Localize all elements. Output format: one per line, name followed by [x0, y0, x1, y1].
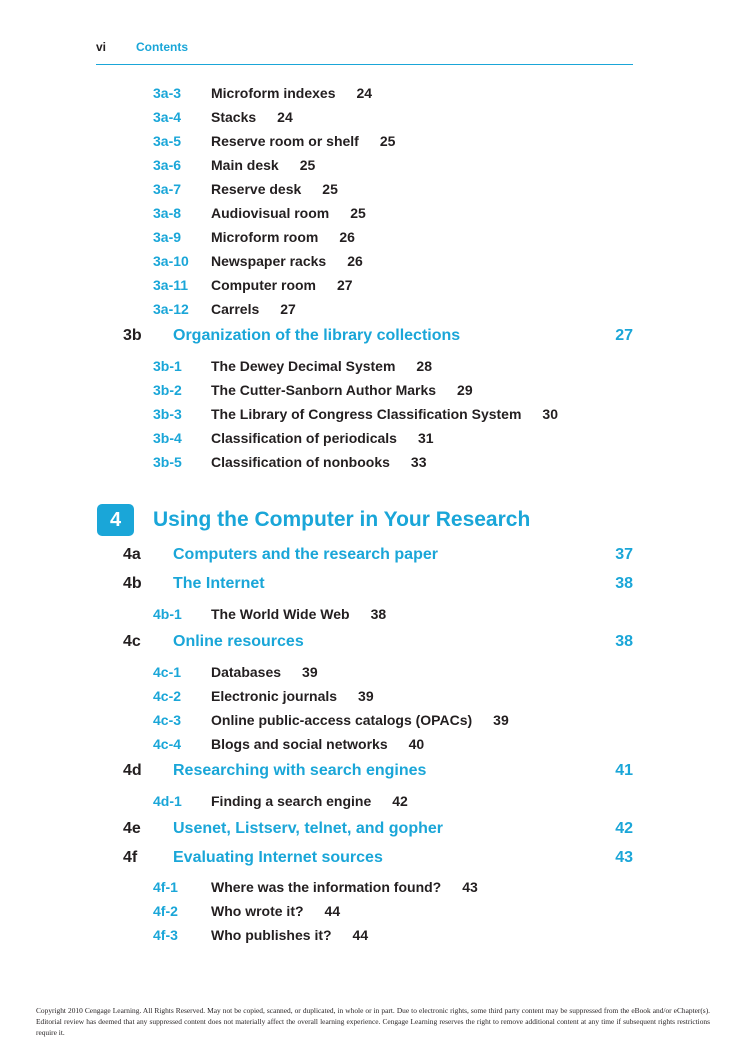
subitem-page: 26 — [347, 253, 363, 269]
subitem-page: 31 — [417, 430, 434, 446]
subitem-page: 29 — [457, 382, 473, 398]
subitem-number: 3a-3 — [153, 85, 182, 101]
subitem-number: 3a-12 — [153, 301, 189, 317]
subitem-number: 4f-2 — [153, 903, 178, 919]
subitem-page: 26 — [339, 229, 355, 245]
subitem-page: 30 — [542, 406, 558, 422]
subitem-number: 4c-1 — [153, 664, 182, 680]
section-page: 41 — [615, 762, 633, 779]
section-label: Computers and the research paper — [173, 546, 438, 563]
subitem-label: The Cutter-Sanborn Author Marks — [211, 382, 437, 398]
subitem-number: 3b-1 — [153, 358, 182, 374]
subitem-label: Audiovisual room — [211, 205, 330, 221]
subitem-label: Stacks — [211, 109, 257, 125]
subitem-page: 27 — [280, 301, 296, 317]
subitem-label: Where was the information found? — [211, 879, 442, 895]
subitem-label: Classification of nonbooks — [211, 454, 390, 470]
section-label: Organization of the library collections — [173, 327, 461, 344]
subitem-label: Microform indexes — [211, 85, 336, 101]
subitem-number: 3a-8 — [153, 205, 182, 221]
subitem-label: Finding a search engine — [211, 793, 372, 809]
section-page: 42 — [615, 820, 633, 837]
section-number: 4e — [123, 820, 141, 837]
subitem-label: The Dewey Decimal System — [211, 358, 396, 374]
subitem-page: 25 — [379, 133, 396, 149]
subitem-number: 4d-1 — [153, 793, 182, 809]
subitem-label: Classification of periodicals — [211, 430, 397, 446]
page-number: vi — [96, 40, 107, 54]
chapter-title: Using the Computer in Your Research — [153, 508, 531, 531]
subitem-label: Newspaper racks — [211, 253, 327, 269]
subitem-page: 24 — [356, 85, 373, 101]
subitem-label: Who publishes it? — [211, 927, 332, 943]
subitem-page: 27 — [337, 277, 353, 293]
subitem-page: 33 — [410, 454, 427, 470]
subitem-label: Main desk — [211, 157, 279, 173]
subitem-number: 3b-5 — [153, 454, 182, 470]
subitem-number: 4f-1 — [153, 879, 178, 895]
section-number: 3b — [123, 327, 142, 344]
subitem-number: 4c-3 — [153, 712, 182, 728]
copyright-notice: Copyright 2010 Cengage Learning. All Rights Reserved. May not be copied, scanned, or duplicated, in whole or in part. Due to electronic rights, some third party content may be suppressed from the eBook and/or eChapter(s). Editorial review has deemed that any suppressed content does not materially affect the overall learning experience. Cengage Learning reserves the right to remove additional content at any time if subsequent rights restrictions require it. — [36, 1006, 710, 1037]
subitem-label: Reserve room or shelf — [211, 133, 359, 149]
section-label: Researching with search engines — [173, 762, 427, 779]
subitem-page: 39 — [493, 712, 509, 728]
subitem-number: 3a-6 — [153, 157, 182, 173]
section-page: 37 — [615, 546, 633, 563]
section-label: Usenet, Listserv, telnet, and gopher — [173, 820, 443, 837]
section-number: 4d — [123, 762, 142, 779]
subitem-page: 39 — [302, 664, 318, 680]
section-number: 4b — [123, 575, 142, 592]
subitem-number: 4c-4 — [153, 736, 182, 752]
subitem-page: 25 — [322, 181, 338, 197]
subitem-label: Who wrote it? — [211, 903, 304, 919]
subitem-number: 3a-7 — [153, 181, 182, 197]
section-number: 4c — [123, 633, 141, 650]
subitem-number: 3a-5 — [153, 133, 182, 149]
toc-section[interactable] — [123, 631, 633, 653]
subitem-label: Carrels — [211, 301, 260, 317]
subitem-page: 25 — [350, 205, 366, 221]
toc-section[interactable] — [123, 847, 633, 869]
subitem-label: Blogs and social networks — [211, 736, 388, 752]
subitem-number: 3a-10 — [153, 253, 189, 269]
chapter-number-badge: 4 — [97, 504, 134, 536]
subitem-label: The World Wide Web — [211, 606, 350, 622]
subitem-page: 44 — [324, 903, 341, 919]
subitem-label: Microform room — [211, 229, 319, 245]
subitem-number: 4f-3 — [153, 927, 178, 943]
subitem-label: Databases — [211, 664, 282, 680]
subitem-page: 40 — [408, 736, 425, 752]
section-label: Evaluating Internet sources — [173, 849, 383, 866]
subitem-number: 3b-2 — [153, 382, 182, 398]
subitem-label: Online public-access catalogs (OPACs) — [211, 712, 473, 728]
subitem-number: 3a-4 — [153, 109, 182, 125]
toc-section[interactable] — [123, 573, 633, 595]
toc-section[interactable] — [123, 760, 633, 782]
subitem-page: 24 — [277, 109, 293, 125]
subitem-number: 4b-1 — [153, 606, 182, 622]
section-page: 38 — [615, 633, 633, 650]
subitem-number: 3a-9 — [153, 229, 182, 245]
toc-section[interactable] — [123, 818, 633, 840]
subitem-page: 42 — [392, 793, 408, 809]
running-header — [96, 40, 633, 65]
subitem-number: 4c-2 — [153, 688, 182, 704]
subitem-page: 43 — [462, 879, 478, 895]
subitem-page: 38 — [370, 606, 387, 622]
subitem-label: Reserve desk — [211, 181, 302, 197]
subitem-page: 28 — [416, 358, 432, 374]
section-label: Online resources — [173, 633, 304, 650]
subitem-page: 39 — [358, 688, 374, 704]
section-page: 27 — [615, 327, 633, 344]
section-page: 38 — [615, 575, 633, 592]
subitem-page: 44 — [352, 927, 369, 943]
section-label: The Internet — [173, 575, 265, 592]
subitem-label: The Library of Congress Classification System — [211, 406, 522, 422]
toc-section[interactable] — [123, 325, 633, 347]
section-number: 4a — [123, 546, 141, 563]
subitem-number: 3b-3 — [153, 406, 182, 422]
subitem-number: 3b-4 — [153, 430, 182, 446]
toc-section[interactable] — [123, 544, 633, 566]
subitem-page: 25 — [299, 157, 316, 173]
subitem-number: 3a-11 — [153, 277, 189, 293]
section-page: 43 — [615, 849, 633, 866]
section-number: 4f — [123, 849, 138, 866]
subitem-label: Computer room — [211, 277, 316, 293]
subitem-label: Electronic journals — [211, 688, 338, 704]
running-title: Contents — [136, 40, 188, 54]
